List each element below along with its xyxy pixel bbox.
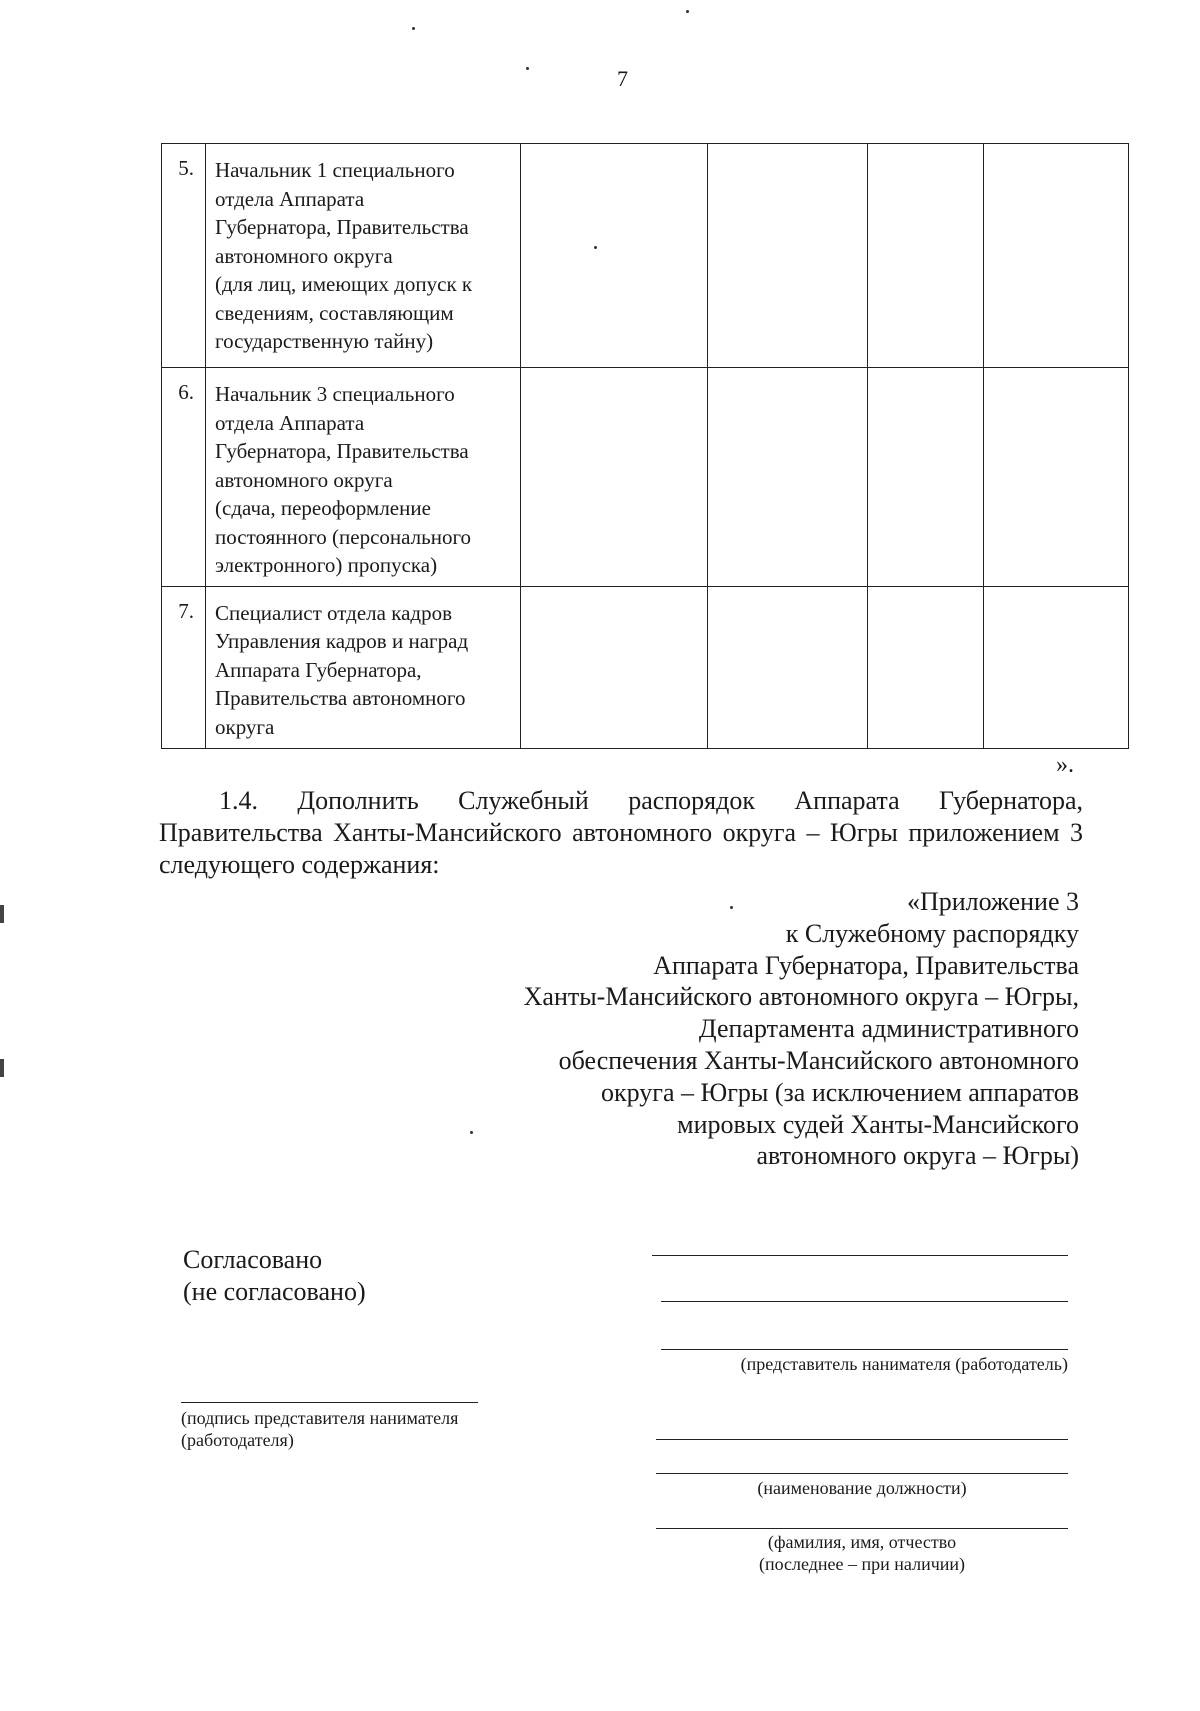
signature-caption-line: (подпись представителя нанимателя xyxy=(181,1408,459,1428)
table-row xyxy=(162,368,1129,587)
position-line: сведениям, составляющим xyxy=(215,300,454,325)
name-caption-line: (последнее – при наличии) xyxy=(758,1554,966,1574)
empty-cell xyxy=(708,586,868,748)
position-cell xyxy=(206,144,521,368)
agreement-status xyxy=(183,1244,366,1308)
appendix-line: мировых судей Ханты-Мансийского xyxy=(677,1109,1079,1139)
employer-caption: (представитель нанимателя (работодатель) xyxy=(740,1354,1068,1374)
empty-cell xyxy=(708,368,868,587)
signature-line xyxy=(181,1402,478,1403)
empty-cell xyxy=(868,586,984,748)
scan-speck xyxy=(526,67,529,70)
closing-quote: ». xyxy=(1056,752,1074,778)
blank-line xyxy=(656,1439,1068,1440)
appendix-line: к Служебному распорядку xyxy=(785,918,1079,948)
position-line: Специалист отдела кадров xyxy=(215,600,452,625)
position-line: Начальник 1 специального xyxy=(215,158,455,182)
appendix-line: Ханты-Мансийского автономного округа – Югры, xyxy=(523,982,1079,1012)
approval-sheet-table xyxy=(161,143,1129,749)
appendix-line: автономного округа – Югры) xyxy=(756,1141,1079,1171)
position-line: электронного) пропуска) xyxy=(215,553,438,577)
position-line: Губернатора, Правительства xyxy=(215,215,469,239)
position-line: Управления кадров и наград xyxy=(215,629,469,653)
position-line: автономного округа xyxy=(215,243,393,268)
position-line: постоянного (персонального xyxy=(215,524,472,549)
empty-cell xyxy=(984,586,1129,748)
position-line: государственную тайну) xyxy=(215,329,434,353)
blank-line xyxy=(656,1528,1068,1529)
position-line: Начальник 3 специального xyxy=(215,382,455,406)
scan-edge-mark xyxy=(0,1059,4,1077)
signature-caption-line: (работодателя) xyxy=(181,1430,294,1450)
scan-speck xyxy=(686,10,689,13)
position-line: отдела Аппарата xyxy=(215,410,365,435)
empty-cell xyxy=(868,144,984,368)
position-line: Губернатора, Правительства xyxy=(215,439,469,463)
blank-line xyxy=(656,1473,1068,1474)
page-number: 7 xyxy=(617,66,628,91)
appendix-line: обеспечения Ханты-Мансийского автономного xyxy=(558,1045,1079,1075)
scan-speck xyxy=(730,906,733,909)
blank-line xyxy=(652,1255,1068,1256)
empty-cell xyxy=(521,586,708,748)
position-caption: (наименование должности) xyxy=(757,1478,967,1498)
empty-cell xyxy=(521,368,708,587)
scan-speck xyxy=(470,1131,473,1134)
agreed-label: Согласовано xyxy=(183,1245,323,1274)
appendix-heading xyxy=(279,886,1079,1172)
position-line: автономного округа xyxy=(215,467,393,492)
row-number: 6. xyxy=(162,368,206,587)
empty-cell xyxy=(521,144,708,368)
blank-line xyxy=(661,1301,1068,1302)
position-line: (сдача, переоформление xyxy=(215,496,431,520)
name-caption xyxy=(656,1531,1068,1575)
position-line: Аппарата Губернатора, xyxy=(215,657,422,682)
position-cell xyxy=(206,586,521,748)
scan-speck xyxy=(594,246,597,249)
amendment-paragraph: 1.4. Дополнить Служебный распорядок Аппарата Губернатора, Правительства Ханты-Мансийского автономного округа – Югры приложением 3 следующего содержания: xyxy=(159,786,1083,879)
not-agreed-label: (не согласовано) xyxy=(183,1277,366,1306)
table-row xyxy=(162,586,1129,748)
appendix-line: «Приложение 3 xyxy=(906,887,1079,916)
position-line: отдела Аппарата xyxy=(215,186,365,211)
appendix-line: округа – Югры (за исключением аппаратов xyxy=(601,1077,1079,1107)
position-cell xyxy=(206,368,521,587)
position-line: (для лиц, имеющих допуск к xyxy=(215,272,473,296)
scan-speck xyxy=(412,27,415,30)
position-line: Правительства автономного xyxy=(215,686,466,710)
appendix-line: Департамента административного xyxy=(698,1014,1079,1044)
appendix-line: Аппарата Губернатора, Правительства xyxy=(653,950,1079,980)
signature-caption xyxy=(181,1407,458,1451)
empty-cell xyxy=(984,368,1129,587)
row-number: 7. xyxy=(162,586,206,748)
name-caption-line: (фамилия, имя, отчество xyxy=(767,1532,957,1552)
blank-line xyxy=(661,1349,1068,1350)
empty-cell xyxy=(868,368,984,587)
empty-cell xyxy=(984,144,1129,368)
scan-edge-mark xyxy=(0,905,4,923)
table-row xyxy=(162,144,1129,368)
position-line: округа xyxy=(215,714,275,739)
row-number: 5. xyxy=(162,144,206,368)
empty-cell xyxy=(708,144,868,368)
